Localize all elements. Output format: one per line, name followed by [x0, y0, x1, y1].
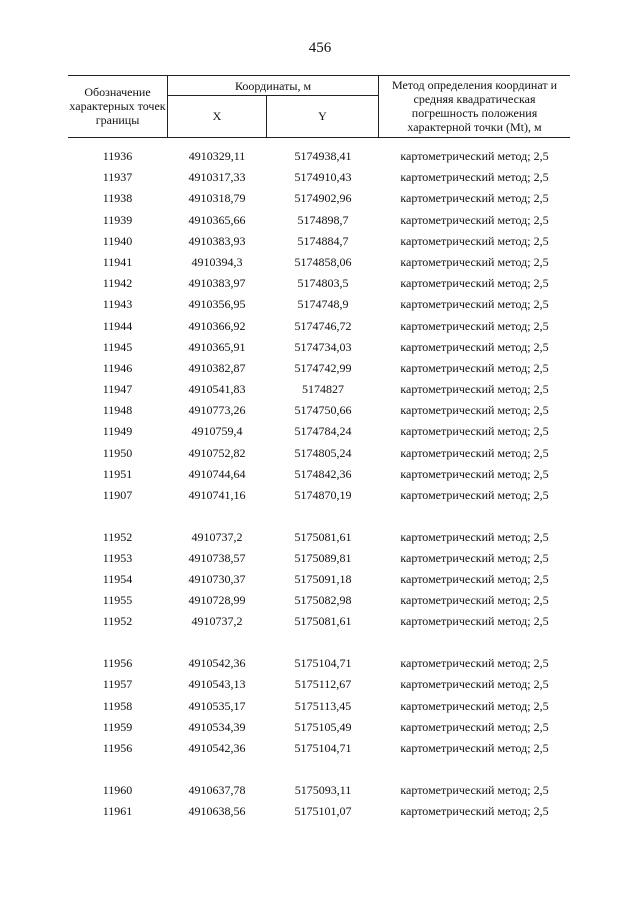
y-coord-cell: 5174842,36 [294, 466, 352, 481]
y-coord-cell: 5174805,24 [294, 445, 352, 460]
y-coord-cell: 5174898,7 [297, 212, 349, 227]
x-coord-cell: 4910365,66 [188, 212, 246, 227]
x-coord-cell: 4910383,93 [188, 233, 246, 248]
method-cell: картометрический метод; 2,5 [400, 677, 549, 692]
table-row [68, 780, 570, 801]
point-id-cell: 11947 [102, 382, 133, 397]
y-coord-cell: 5175104,71 [294, 740, 352, 755]
y-coord-cell: 5174803,5 [297, 276, 349, 291]
table-row [68, 653, 570, 674]
x-coord-cell: 4910542,36 [188, 740, 246, 755]
y-coord-cell: 5174827 [302, 382, 344, 397]
x-coord-cell: 4910535,17 [188, 698, 246, 713]
point-id-cell: 11907 [102, 488, 133, 502]
y-coord-cell: 5174750,66 [294, 403, 352, 418]
y-coord-cell: 5174910,43 [294, 170, 352, 185]
header-point-label: Обозначение характерных точек границы [69, 85, 166, 127]
method-cell: картометрический метод; 2,5 [400, 572, 549, 587]
x-coord-cell: 4910366,92 [188, 318, 246, 333]
table-row [68, 188, 570, 209]
y-coord-cell: 5174746,72 [294, 318, 352, 333]
method-cell: картометрический метод; 2,5 [400, 466, 549, 481]
point-id-cell: 11942 [102, 276, 133, 291]
y-coord-cell: 5175091,18 [294, 572, 352, 587]
method-cell: картометрический метод; 2,5 [400, 382, 549, 397]
x-coord-cell: 4910728,99 [188, 593, 246, 608]
x-coord-cell: 4910534,39 [188, 719, 246, 734]
point-id-cell: 11960 [102, 782, 133, 797]
table-row [68, 611, 570, 632]
x-coord-cell: 4910329,11 [188, 149, 246, 163]
table-row [68, 400, 570, 421]
x-coord-cell: 4910318,79 [188, 191, 246, 206]
method-cell: картометрический метод; 2,5 [400, 170, 549, 185]
point-id-cell: 11936 [102, 149, 133, 163]
table-header [68, 75, 570, 138]
x-coord-cell: 4910773,26 [188, 403, 246, 418]
y-coord-cell: 5174748,9 [297, 297, 349, 312]
point-id-cell: 11949 [102, 424, 133, 439]
point-id-cell: 11959 [102, 719, 133, 734]
x-coord-cell: 4910382,87 [188, 360, 246, 375]
point-id-cell: 11938 [102, 191, 133, 206]
group-spacer [68, 759, 570, 780]
y-coord-cell: 5175093,11 [294, 782, 352, 797]
table-row [68, 548, 570, 569]
y-coord-cell: 5174902,96 [294, 191, 352, 206]
method-cell: картометрический метод; 2,5 [400, 212, 549, 227]
point-id-cell: 11950 [102, 445, 133, 460]
y-coord-cell: 5175082,98 [294, 593, 352, 608]
point-id-cell: 11940 [102, 233, 133, 248]
table-row [68, 146, 570, 167]
method-cell: картометрический метод; 2,5 [400, 297, 549, 312]
x-coord-cell: 4910356,95 [188, 297, 246, 312]
table-row [68, 674, 570, 695]
point-id-cell: 11955 [102, 593, 133, 608]
method-cell: картометрический метод; 2,5 [400, 254, 549, 269]
point-id-cell: 11952 [102, 614, 133, 629]
x-coord-cell: 4910541,83 [188, 382, 246, 397]
y-coord-cell: 5175089,81 [294, 550, 352, 565]
y-coord-cell: 5174742,99 [294, 360, 352, 375]
point-id-cell: 11951 [102, 466, 133, 481]
table-row [68, 294, 570, 315]
y-coord-cell: 5174734,03 [294, 339, 352, 354]
x-coord-cell: 4910637,78 [188, 782, 246, 797]
point-id-cell: 11954 [102, 572, 133, 587]
y-coord-cell: 5175112,67 [294, 677, 352, 692]
x-coord-cell: 4910542,36 [188, 656, 246, 671]
method-cell: картометрический метод; 2,5 [400, 803, 549, 818]
table-row [68, 485, 570, 506]
x-coord-cell: 4910744,64 [188, 466, 246, 481]
method-cell: картометрический метод; 2,5 [400, 424, 549, 439]
group-spacer [68, 633, 570, 654]
x-coord-cell: 4910383,97 [188, 276, 246, 291]
x-coord-cell: 4910737,2 [191, 614, 243, 629]
header-method-label: Метод определения координат и средняя квадратическая погрешность положения характерной точки (Mt), м [391, 78, 558, 134]
x-coord-cell: 4910737,2 [191, 529, 243, 544]
table-row [68, 358, 570, 379]
y-coord-cell: 5174784,24 [294, 424, 352, 439]
table-row [68, 421, 570, 442]
x-coord-cell: 4910365,91 [188, 339, 246, 354]
method-cell: картометрический метод; 2,5 [400, 529, 549, 544]
method-cell: картометрический метод; 2,5 [400, 488, 549, 502]
x-coord-cell: 4910759,4 [191, 424, 243, 439]
method-cell: картометрический метод; 2,5 [400, 191, 549, 206]
table-row [68, 316, 570, 337]
table-row [68, 273, 570, 294]
point-id-cell: 11937 [102, 170, 133, 185]
method-cell: картометрический метод; 2,5 [400, 339, 549, 354]
method-cell: картометрический метод; 2,5 [400, 403, 549, 418]
group-spacer [68, 506, 570, 527]
method-cell: картометрический метод; 2,5 [400, 782, 549, 797]
method-cell: картометрический метод; 2,5 [400, 698, 549, 713]
point-id-cell: 11944 [102, 318, 133, 333]
header-x-label: X [167, 96, 267, 137]
table-row [68, 443, 570, 464]
point-id-cell: 11939 [102, 212, 133, 227]
point-id-cell: 11953 [102, 550, 133, 565]
table-row [68, 252, 570, 273]
method-cell: картометрический метод; 2,5 [400, 719, 549, 734]
x-coord-cell: 4910394,3 [191, 254, 243, 269]
table-body [68, 146, 570, 822]
point-id-cell: 11958 [102, 698, 133, 713]
y-coord-cell: 5174858,06 [294, 254, 352, 269]
x-coord-cell: 4910738,57 [188, 550, 246, 565]
point-id-cell: 11948 [102, 403, 133, 418]
y-coord-cell: 5175101,07 [294, 803, 352, 818]
y-coord-cell: 5174884,7 [297, 233, 349, 248]
point-id-cell: 11952 [102, 529, 133, 544]
method-cell: картометрический метод; 2,5 [400, 656, 549, 671]
point-id-cell: 11941 [102, 254, 133, 269]
x-coord-cell: 4910741,16 [188, 488, 246, 502]
point-id-cell: 11961 [102, 803, 133, 818]
table-row [68, 696, 570, 717]
table-row [68, 337, 570, 358]
x-coord-cell: 4910752,82 [188, 445, 246, 460]
table-row [68, 464, 570, 485]
x-coord-cell: 4910638,56 [188, 803, 246, 818]
y-coord-cell: 5175104,71 [294, 656, 352, 671]
point-id-cell: 11957 [102, 677, 133, 692]
method-cell: картометрический метод; 2,5 [400, 360, 549, 375]
x-coord-cell: 4910543,13 [188, 677, 246, 692]
table-row [68, 231, 570, 252]
y-coord-cell: 5175081,61 [294, 529, 352, 544]
method-cell: картометрический метод; 2,5 [400, 149, 549, 163]
method-cell: картометрический метод; 2,5 [400, 614, 549, 629]
table-row [68, 210, 570, 231]
point-id-cell: 11946 [102, 360, 133, 375]
table-row [68, 167, 570, 188]
table-row [68, 569, 570, 590]
table-row [68, 738, 570, 759]
table-row [68, 801, 570, 822]
y-coord-cell: 5174870,19 [294, 488, 352, 502]
point-id-cell: 11943 [102, 297, 133, 312]
y-coord-cell: 5175105,49 [294, 719, 352, 734]
method-cell: картометрический метод; 2,5 [400, 593, 549, 608]
point-id-cell: 11956 [102, 656, 133, 671]
table-row [68, 590, 570, 611]
x-coord-cell: 4910730,37 [188, 572, 246, 587]
y-coord-cell: 5175081,61 [294, 614, 352, 629]
method-cell: картометрический метод; 2,5 [400, 233, 549, 248]
table-row [68, 717, 570, 738]
method-cell: картометрический метод; 2,5 [400, 445, 549, 460]
header-y-label: Y [267, 96, 379, 137]
y-coord-cell: 5175113,45 [294, 698, 352, 713]
method-cell: картометрический метод; 2,5 [400, 276, 549, 291]
method-cell: картометрический метод; 2,5 [400, 550, 549, 565]
point-id-cell: 11956 [102, 740, 133, 755]
table-row [68, 527, 570, 548]
x-coord-cell: 4910317,33 [188, 170, 246, 185]
page-number: 456 [308, 40, 332, 56]
header-coords-label: Координаты, м [167, 76, 379, 96]
method-cell: картометрический метод; 2,5 [400, 740, 549, 755]
y-coord-cell: 5174938,41 [294, 149, 352, 163]
table-row [68, 379, 570, 400]
method-cell: картометрический метод; 2,5 [400, 318, 549, 333]
point-id-cell: 11945 [102, 339, 133, 354]
